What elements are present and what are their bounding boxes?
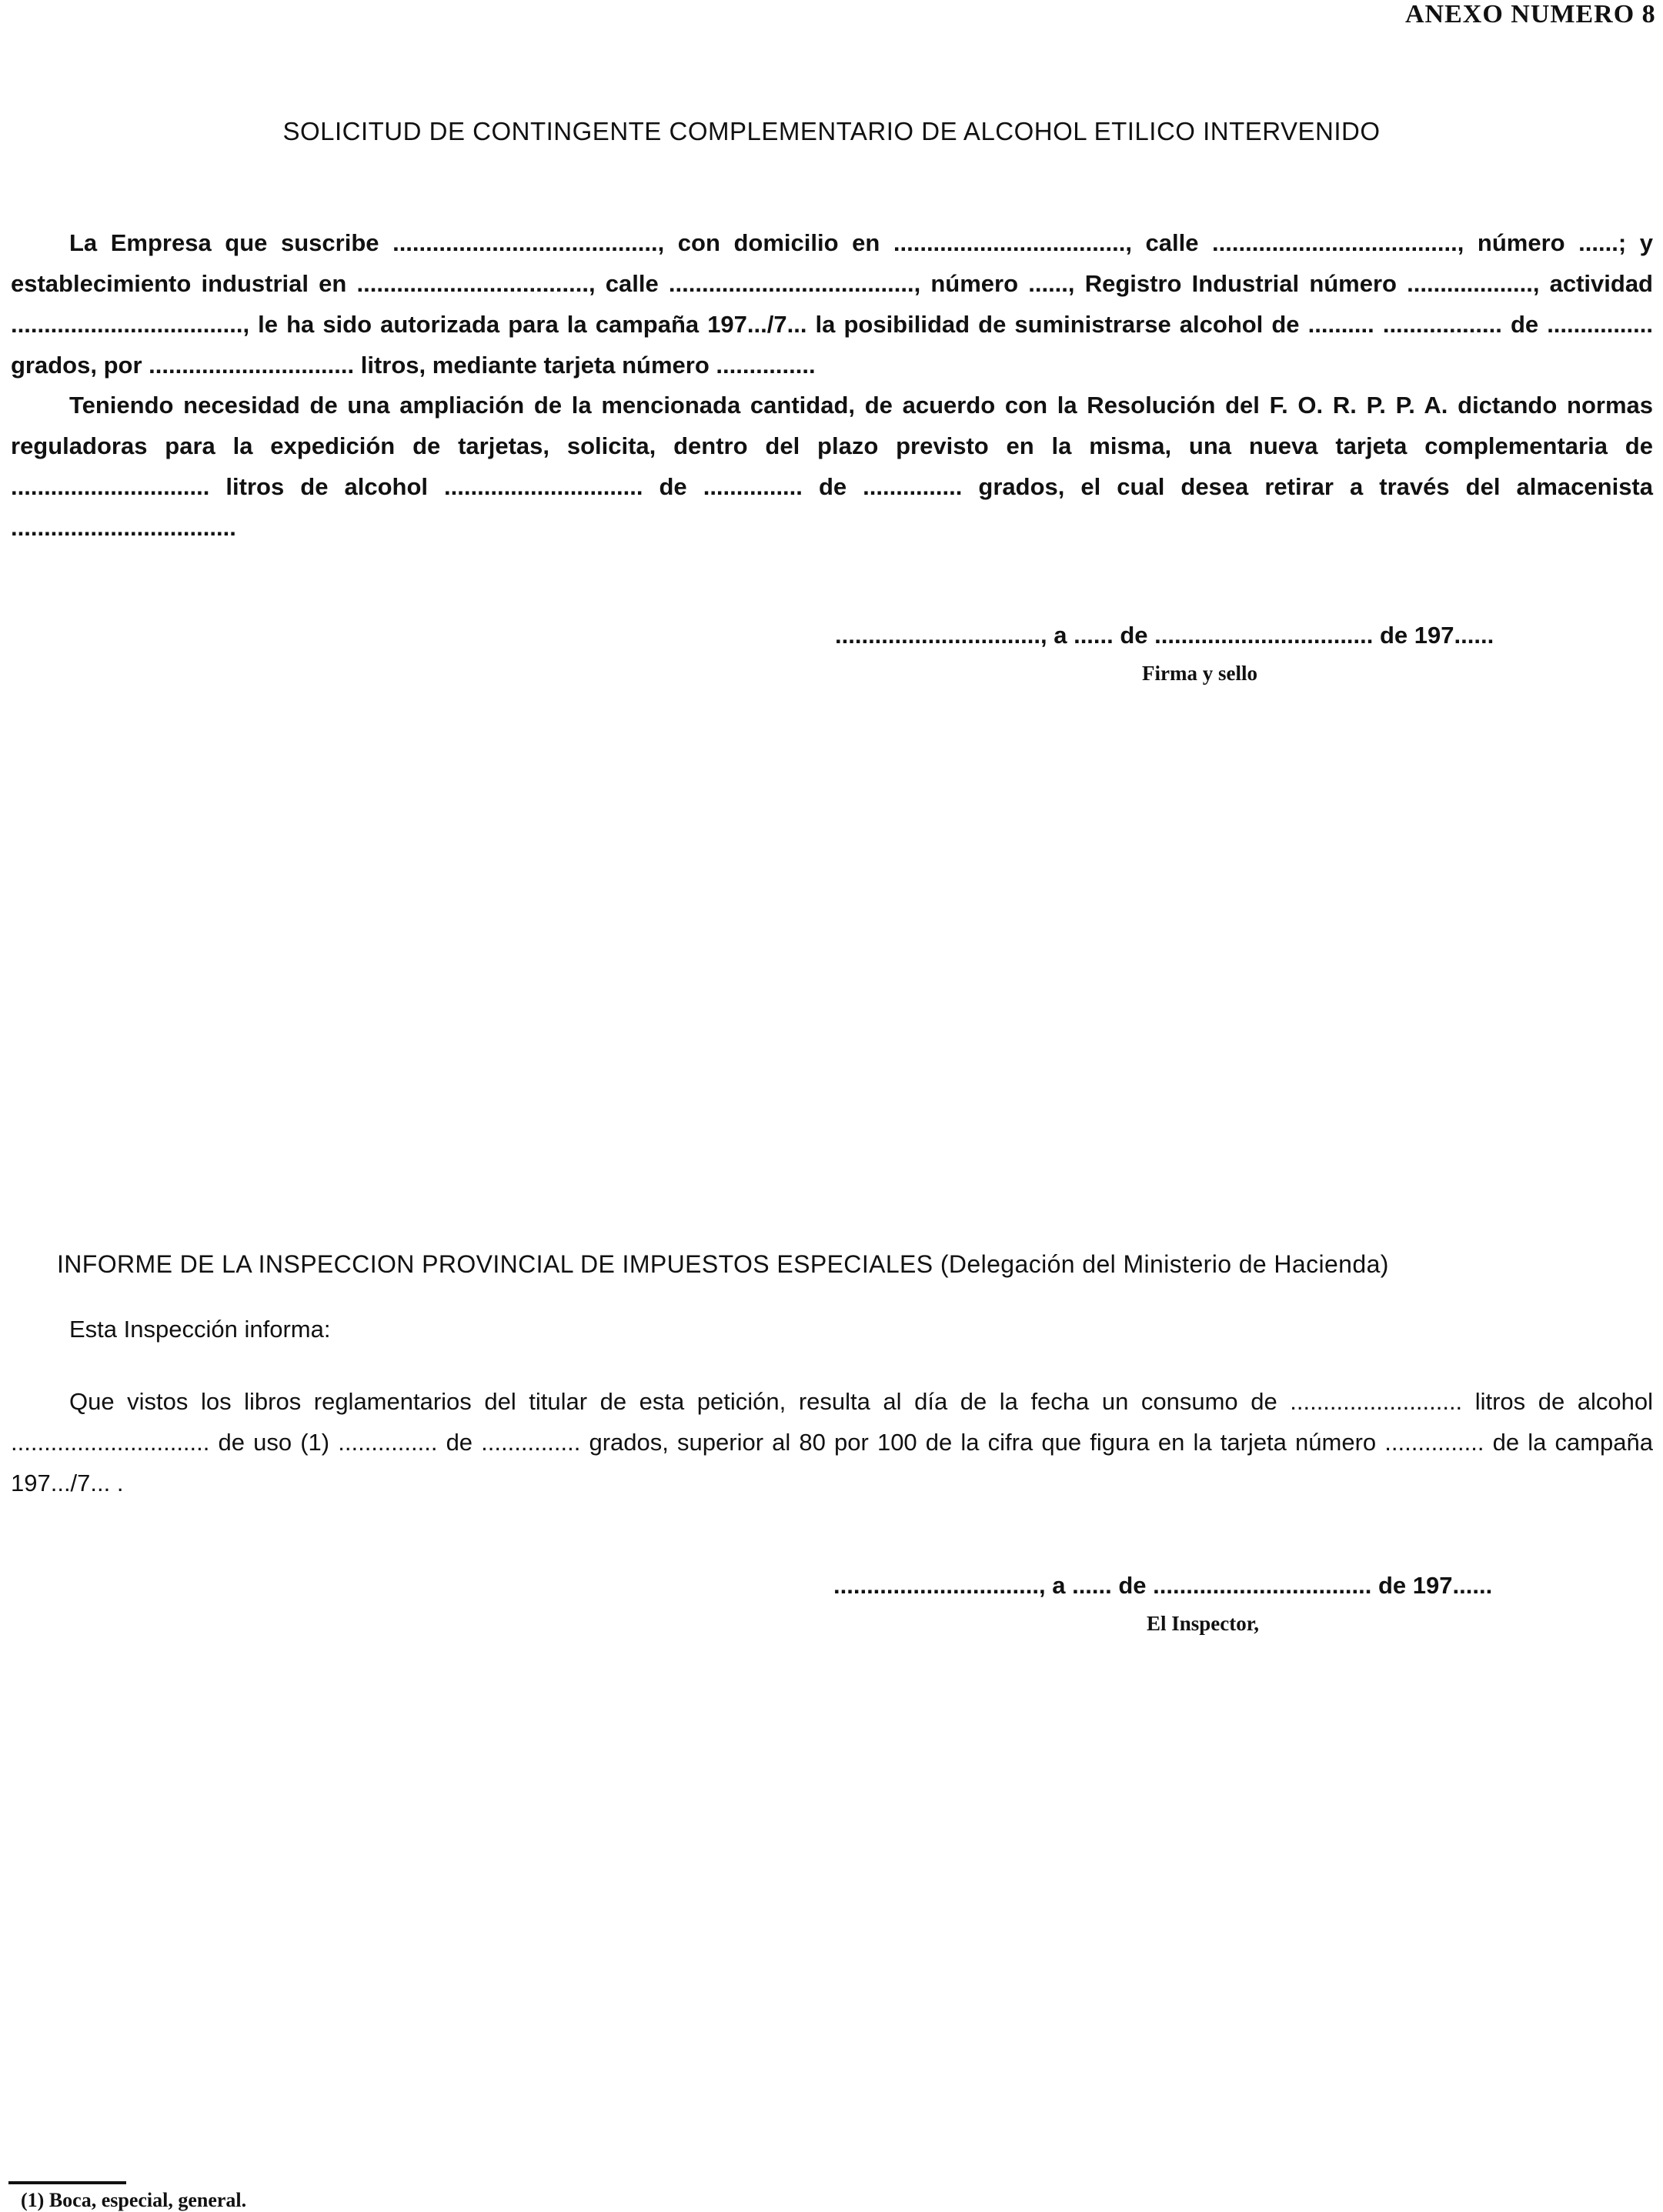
solicitud-dateline: ..............................., a ...... de ................................. de 197...... xyxy=(835,622,1494,649)
solicitud-paragraph-1 xyxy=(11,222,1653,385)
solicitud-title: SOLICITUD DE CONTINGENTE COMPLEMENTARIO DE ALCOHOL ETILICO INTERVENIDO xyxy=(282,117,1381,145)
signature-label: Firma y sello xyxy=(1142,662,1257,685)
footnote: (1) Boca, especial, general. xyxy=(21,2189,247,2211)
informe-title: INFORME DE LA INSPECCION PROVINCIAL DE IMPUESTOS ESPECIALES (Delegación del Ministerio de Hacienda) xyxy=(57,1250,1389,1278)
inspector-label: El Inspector, xyxy=(1147,1612,1260,1635)
informe-dateline: ..............................., a ...... de ................................. de 197...... xyxy=(833,1572,1493,1599)
informe-paragraph-text: Que vistos los libros reglamentarios del titular de esta petición, resulta al día de la fecha un consumo de .......................... litros de alcohol .............................. de uso (1) ............... de ............... grados, superior al 80 por 100 de la cifra que figura en la tarjeta número ............... de la campaña 197.../7... . xyxy=(11,1388,1653,1496)
footnote-rule xyxy=(8,2181,126,2184)
solicitud-paragraph-2-text: Teniendo necesidad de una ampliación de la mencionada cantidad, de acuerdo con la Resolución del F. O. R. P. P. A. dictando normas reguladoras para la expedición de tarjetas, solicita, dentro del plazo previsto en la misma, una nueva tarjeta complementaria de .............................. litros de alcohol .............................. de ............... de ............... grados, el cual desea retirar a través del almacenista .................................. xyxy=(11,392,1653,541)
annex-number: ANEXO NUMERO 8 xyxy=(1405,0,1656,28)
solicitud-paragraph-1-text: La Empresa que suscribe ........................................, con domicilio en ..................................., calle ....................................., número ......; y establecimiento industrial en ..................................., calle ....................................., número ......, Registro Industrial número ..................., actividad ..................................., le ha sido autorizada para la campaña 197.../7... la posibilidad de suministrarse alcohol de .......... .................. de ................ grados, por ............................... litros, mediante tarjeta número ............... xyxy=(11,229,1653,379)
informe-lead: Esta Inspección informa: xyxy=(69,1316,331,1343)
informe-paragraph xyxy=(11,1381,1653,1503)
solicitud-paragraph-2 xyxy=(11,385,1653,548)
